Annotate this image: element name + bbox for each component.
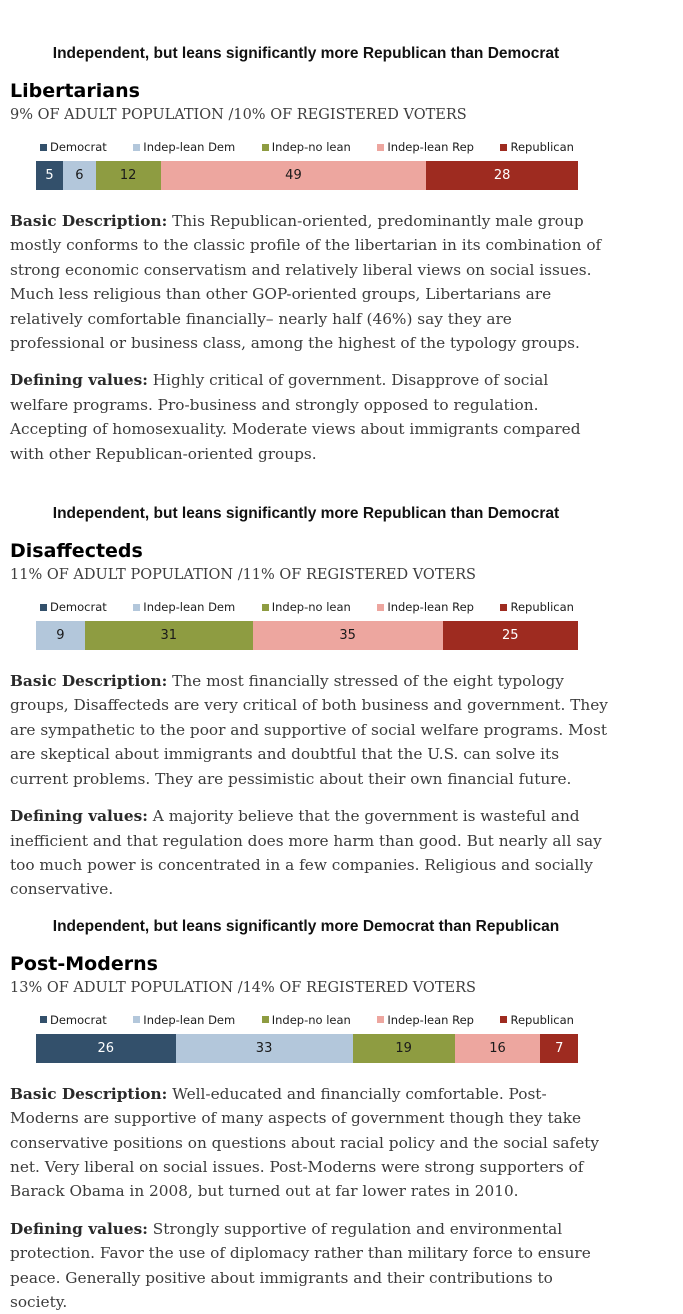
legend-swatch-icon bbox=[40, 144, 47, 151]
legend-item bbox=[40, 1013, 107, 1027]
bar-segment: 12 bbox=[96, 161, 161, 190]
basic-description-label: Basic Description: bbox=[10, 212, 168, 230]
legend-swatch-icon bbox=[133, 604, 140, 611]
legend-label: Indep-lean Dem bbox=[143, 1012, 236, 1027]
legend-label: Republican bbox=[510, 140, 574, 154]
stacked-bar-libertarians bbox=[36, 161, 578, 190]
legend-swatch-icon bbox=[262, 144, 269, 151]
bar-segment: 31 bbox=[85, 621, 253, 650]
group-title-libertarians: Libertarians bbox=[10, 80, 140, 102]
basic-description-text: This Republican-oriented, predominantly male group mostly conforms to the classic profile of the libertarian in its combination of strong economic conservatism and relatively liberal views on social issues. Much less religious than other GOP-oriented groups, Libertarians are relatively comfortable financially– nearly half (46%) say they are professional or business class, among the highest of the typology groups. bbox=[10, 212, 602, 353]
basic-description-libertarians bbox=[10, 209, 608, 355]
legend-swatch-icon bbox=[377, 144, 384, 151]
bar-segment: 7 bbox=[540, 1034, 578, 1063]
defining-values-label: Defining values: bbox=[10, 1219, 148, 1238]
basic-description-disaffecteds bbox=[10, 669, 608, 791]
legend-item bbox=[133, 1013, 235, 1027]
party-lean-chart-post-moderns bbox=[36, 1013, 578, 1063]
defining-values-libertarians bbox=[10, 368, 608, 466]
basic-description-label: Basic Description: bbox=[10, 1084, 168, 1103]
stacked-bar-post-moderns bbox=[36, 1034, 578, 1063]
bar-segment: 19 bbox=[353, 1034, 455, 1063]
legend-item bbox=[133, 140, 235, 154]
legend-label: Republican bbox=[510, 1012, 574, 1027]
legend-label: Indep-no lean bbox=[271, 1012, 351, 1027]
defining-values-label: Defining values: bbox=[10, 371, 148, 390]
defining-values-text: Highly critical of government. Disapprove of social welfare programs. Pro-business and strongly opposed to regulation. Accepting of homosexuality. Moderate views about immigrants compared with other Republican-oriented groups. bbox=[10, 371, 581, 463]
legend-label: Indep-lean Dem bbox=[143, 140, 236, 154]
bar-segment: 35 bbox=[253, 621, 443, 650]
legend-label: Indep-lean Rep bbox=[387, 1012, 474, 1027]
basic-description-text: The most financially stressed of the eight typology groups, Disaffecteds are very critical of both business and government. They are sympathetic to the poor and supportive of social welfare programs. Most are skeptical about immigrants and doubtful that the U.S. can solve its current problems. They are pessimistic about their own financial future. bbox=[10, 672, 608, 788]
defining-values-post-moderns bbox=[10, 1217, 608, 1314]
group-subtitle-disaffecteds: 11% OF ADULT POPULATION /11% OF REGISTERED VOTERS bbox=[10, 567, 476, 584]
legend-item bbox=[262, 140, 351, 154]
lean-banner-libertarians: Independent, but leans significantly more Republican than Democrat bbox=[52, 45, 560, 62]
legend-swatch-icon bbox=[133, 1016, 140, 1023]
basic-description-text: Well-educated and financially comfortable. Post-Moderns are supportive of many aspects of government though they take conservative positions on questions about racial policy and the social safety net. Very liberal on social issues. Post-Moderns were strong supporters of Barack Obama in 2008, but turned out at far lower rates in 2010. bbox=[10, 1084, 600, 1201]
legend-swatch-icon bbox=[262, 604, 269, 611]
legend-swatch-icon bbox=[40, 604, 47, 611]
legend-item bbox=[377, 600, 474, 614]
legend-item bbox=[262, 1013, 351, 1027]
legend-swatch-icon bbox=[377, 1016, 384, 1023]
bar-segment: 6 bbox=[63, 161, 96, 190]
group-title-post-moderns: Post-Moderns bbox=[10, 952, 158, 975]
bar-segment: 26 bbox=[36, 1034, 176, 1063]
stacked-bar-disaffecteds bbox=[36, 621, 578, 650]
bar-segment: 9 bbox=[36, 621, 85, 650]
legend-swatch-icon bbox=[133, 144, 140, 151]
legend-label: Democrat bbox=[50, 600, 107, 615]
legend-swatch-icon bbox=[377, 604, 384, 611]
party-lean-chart-libertarians bbox=[36, 140, 578, 190]
legend-label: Democrat bbox=[50, 1012, 107, 1027]
legend-item bbox=[500, 140, 574, 154]
chart-legend bbox=[36, 1013, 578, 1027]
bar-segment: 49 bbox=[161, 161, 427, 190]
legend-item bbox=[500, 1013, 574, 1027]
legend-item bbox=[377, 1013, 474, 1027]
legend-swatch-icon bbox=[500, 144, 507, 151]
legend-item bbox=[40, 140, 107, 154]
legend-label: Indep-no lean bbox=[271, 600, 351, 615]
legend-label: Indep-no lean bbox=[271, 140, 351, 154]
bar-segment: 33 bbox=[176, 1034, 353, 1063]
bar-segment: 28 bbox=[426, 161, 578, 190]
legend-item bbox=[500, 600, 574, 614]
legend-item bbox=[133, 600, 235, 614]
defining-values-disaffecteds bbox=[10, 804, 608, 902]
legend-swatch-icon bbox=[500, 1016, 507, 1023]
basic-description-post-moderns bbox=[10, 1082, 608, 1204]
defining-values-label: Defining values: bbox=[10, 807, 148, 826]
chart-legend bbox=[36, 600, 578, 614]
bar-segment: 5 bbox=[36, 161, 63, 190]
legend-swatch-icon bbox=[40, 1016, 47, 1023]
bar-segment: 16 bbox=[455, 1034, 541, 1063]
legend-label: Indep-lean Dem bbox=[143, 600, 236, 615]
legend-item bbox=[40, 600, 107, 614]
legend-label: Indep-lean Rep bbox=[387, 140, 474, 154]
legend-label: Indep-lean Rep bbox=[387, 600, 474, 615]
legend-label: Democrat bbox=[50, 140, 107, 154]
party-lean-chart-disaffecteds bbox=[36, 600, 578, 650]
legend-swatch-icon bbox=[262, 1016, 269, 1023]
defining-values-text: A majority believe that the government is wasteful and inefficient and that regulation does more harm than good. But nearly all say too much power is concentrated in a few companies. Religious and socially conservative. bbox=[10, 807, 602, 899]
legend-item bbox=[377, 140, 474, 154]
basic-description-label: Basic Description: bbox=[10, 672, 168, 691]
legend-item bbox=[262, 600, 351, 614]
group-title-disaffecteds: Disaffecteds bbox=[10, 540, 143, 563]
bar-segment: 25 bbox=[443, 621, 579, 650]
legend-swatch-icon bbox=[500, 604, 507, 611]
defining-values-text: Strongly supportive of regulation and environmental protection. Favor the use of diplomacy rather than military force to ensure peace. Generally positive about immigrants and their contributions to society. bbox=[10, 1219, 591, 1311]
group-subtitle-post-moderns: 13% OF ADULT POPULATION /14% OF REGISTERED VOTERS bbox=[10, 979, 476, 996]
legend-label: Republican bbox=[510, 600, 574, 615]
lean-banner-post-moderns: Independent, but leans significantly more Democrat than Republican bbox=[52, 917, 560, 935]
group-subtitle-libertarians: 9% OF ADULT POPULATION /10% OF REGISTERED VOTERS bbox=[10, 107, 467, 123]
lean-banner-disaffecteds: Independent, but leans significantly more Republican than Democrat bbox=[52, 505, 560, 523]
chart-legend bbox=[36, 140, 578, 154]
